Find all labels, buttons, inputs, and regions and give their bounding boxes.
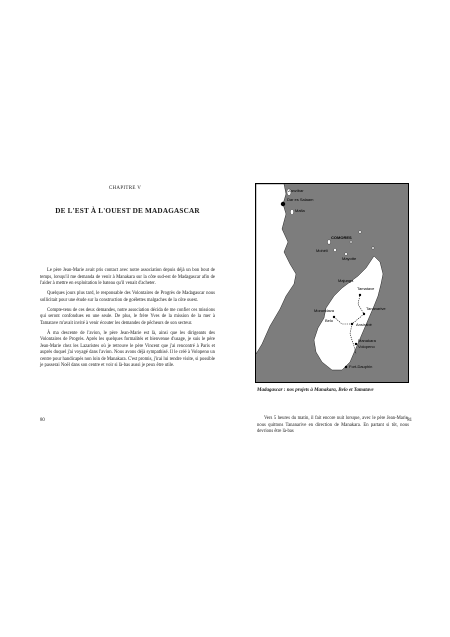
dar-es-salaam-dot <box>281 202 285 206</box>
madagascar-island <box>314 256 383 370</box>
right-page <box>225 0 450 637</box>
label-manakara: Manakara <box>358 338 376 343</box>
label-belo: Belo <box>325 318 334 323</box>
manakara-dot <box>355 343 357 345</box>
tananarive-dot <box>363 313 365 315</box>
label-mayotte: Mayotte <box>342 256 357 261</box>
label-mafia: Mafia <box>295 208 305 213</box>
paragraph: Quelques jours plus tard, le responsable des Volontaires de Progrès de Madagascar nous sollicitait pour une étude sur la construction de goélettes malgaches de la côte ouest. <box>40 291 215 303</box>
tamatave-dot <box>359 294 361 296</box>
small-island <box>359 231 361 234</box>
label-moheli: Mohéli <box>316 248 328 253</box>
label-volopeno: Volopeno <box>358 344 375 349</box>
page-number-right: 81 <box>407 418 412 423</box>
map-svg <box>256 184 408 382</box>
ansirabe-dot <box>351 323 353 325</box>
map-caption: Madagascar : nos projets à Manakara, Belo et Tamatave <box>257 388 374 393</box>
africa-coastline <box>256 184 296 354</box>
small-island <box>372 247 374 250</box>
label-morondava: Morondava <box>314 308 335 313</box>
label-ansirabe: Ansirabé <box>356 322 372 327</box>
chapter-heading: CHAPITRE V <box>108 186 142 191</box>
paragraph: À ma descente de l'avion, le père Jean-Marie est là, ainsi que les dirigeants des Volontaires de Progrès. Après les quelques formalités et bienvenue d'usage, je suis le père Jean-Marie chez les Lazaristes où je retrouve le père Vincent que j'ai rencontré à Paris et auprès duquel j'ai voyagé dans l'avion. Nous avons déjà sympathisé. Il le créé à Volopeno un centre pour handicapés non loin de Manakara. C'est promis, j'irai lui rendre visite, si possible je passerai Noël dans son centre et voir si là-bas aussi je peux être utile. <box>40 330 215 369</box>
chapter-title: DE L'EST À L'OUEST DE MADAGASCAR <box>55 207 200 215</box>
label-comores: COMORES <box>331 235 352 240</box>
paragraph: Le père Jean-Marie avait pris contact avec notre association depuis déjà un bon bout de temps, lorsqu'il me demanda de venir à Manakara sur la côte sud-est de Madagascar afin de l'aider à mettre en exploitation le bateau qu'il venait d'acheter. <box>40 268 215 287</box>
label-majunga: Majunga <box>338 278 354 283</box>
fort-dauphin-dot <box>345 366 347 368</box>
right-body-text <box>257 416 409 436</box>
paragraph: Vers 5 heures du matin, il fait encore nuit lorsque, avec le père Jean-Marie, nous quittons Tananarive en direction de Manakara. En partant si tôt, nous devrions être là-bas <box>257 416 409 435</box>
label-fort-dauphin: Fort-Dauphin <box>349 364 373 369</box>
label-zanzibar: Zanzibar <box>288 188 304 193</box>
mafia-island <box>290 209 293 214</box>
label-tamatave: Tamatave <box>357 286 375 291</box>
left-body-text <box>40 268 215 373</box>
madagascar-map <box>255 183 409 383</box>
comoros-island <box>328 240 331 244</box>
small-island <box>350 241 352 243</box>
page-number-left: 80 <box>40 418 45 423</box>
moheli-island <box>334 248 337 251</box>
paragraph: Compte-tenu de ces deux demandes, notre association décida de me confier ces missions qui seront confondues en une seule. De plus, le frère Yves de la mission de la mer à Tamatave m'avait invité à venir écouter les demandes de pêcheurs de son secteur. <box>40 307 215 326</box>
label-dar: Dar es Salaam <box>287 197 314 202</box>
label-tananarive: Tananarive <box>366 306 386 311</box>
belo-dot <box>333 316 335 318</box>
